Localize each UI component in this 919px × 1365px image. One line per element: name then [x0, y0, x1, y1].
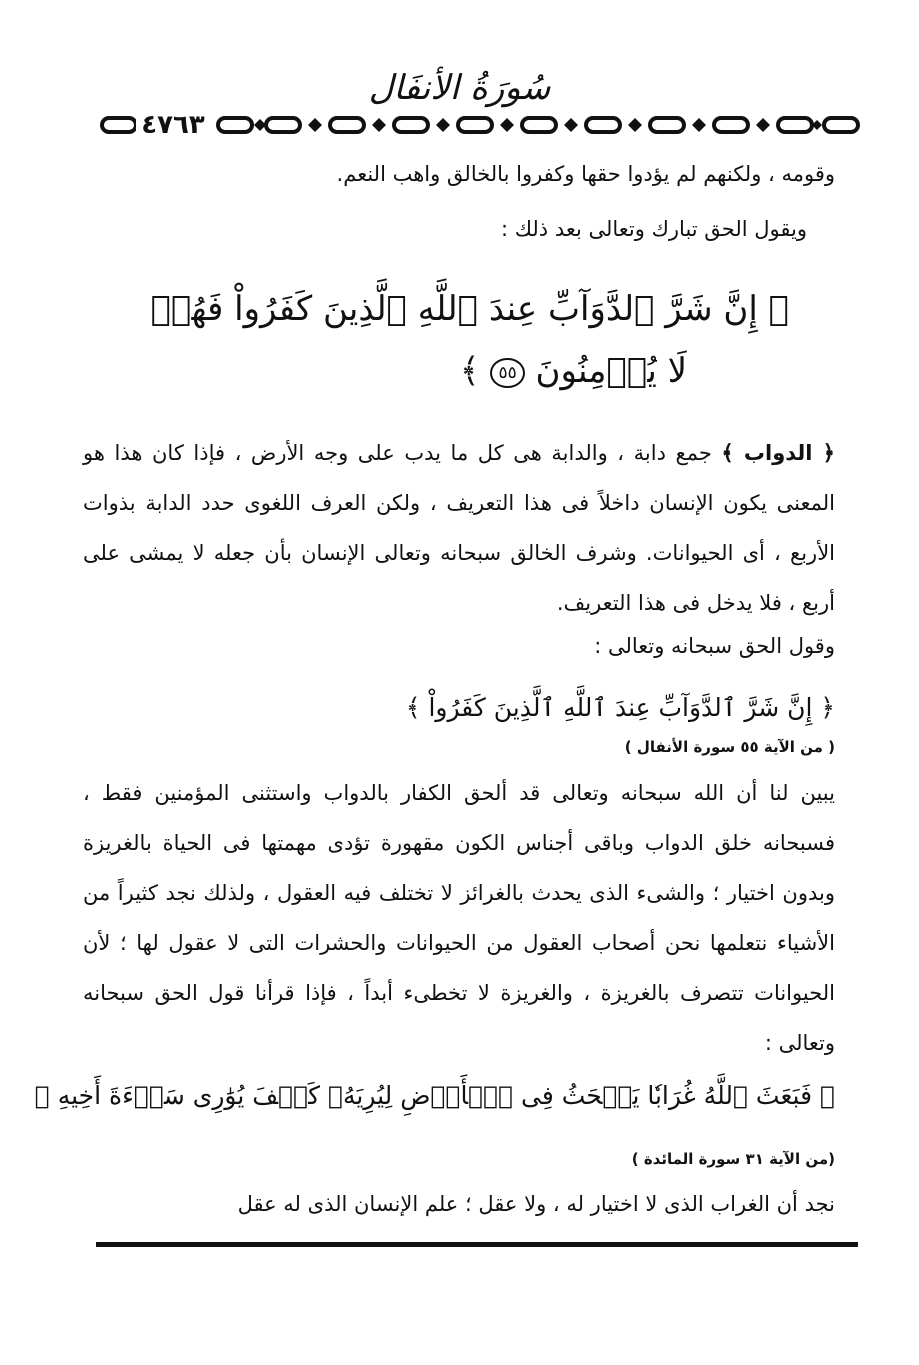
- header-ornament-rule: [98, 112, 862, 138]
- verse-55-line-2-text: لَا يُؤۡمِنُونَ: [535, 351, 687, 391]
- paragraph-instinct: يبين لنا أن الله سبحانه وتعالى قد ألحق الكفار بالدواب واستثنى المؤمنين فقط ، فسبحانه خلق الدواب وباقى أجناس الكون مقهورة تؤدى مهمتها فى الحياة بالغريزة وبدون اختيار ؛ والشىء الذى يحدث بالغرائز لا تختلف فيه العقول ، ولذلك نجد كثيراً من الأشياء نتعلمها نحن أصحاب العقول من الحيوانات والحشرات التى لا عقول لها ؛ لأن الحيوانات تتصرف بالغريزة ، والغريزة لا تخطىء أبداً ، فإذا قرأنا قول الحق سبحانه وتعالى :: [83, 781, 835, 1055]
- ayah-number-badge: ٥٥: [490, 358, 524, 388]
- page-number: ٤٧٦٣: [136, 110, 210, 140]
- bottom-rule: [96, 1242, 858, 1247]
- intro-line-2: وقول الحق سبحانه وتعالى :: [594, 634, 835, 658]
- reference-maidah-31: (من الآية ٣١ سورة المائدة ): [631, 1150, 835, 1168]
- verse-55-line-1: ﴿ إِنَّ شَرَّ ٱلدَّوَآبِّ عِندَ ٱللَّهِ ٱلَّذِينَ كَفَرُواْ فَهُمۡ: [150, 289, 789, 329]
- quote-anfal-55: ﴿ إِنَّ شَرَّ ٱلدَّوَآبِّ عِندَ ٱللَّهِ ٱلَّذِينَ كَفَرُواْ ﴾: [405, 693, 835, 722]
- reference-anfal-55: ( من الآية ٥٥ سورة الأنفال ): [624, 738, 835, 756]
- paragraph-dawab: [83, 428, 835, 628]
- paragraph-dawab-text: جمع دابة ، والدابة هى كل ما يدب على وجه الأرض ، فإذا كان هذا هو المعنى يكون الإنسان داخلاً فى هذا التعريف ، ولكن العرف اللغوى حدد الدابة بذوات الأربع ، أى الحيوانات. وشرف الخالق سبحانه وتعالى الإنسان بأن جعله لا يمشى على أربع ، فلا يدخل فى هذا التعريف.: [83, 441, 835, 615]
- term-dawab: ﴿ الدواب ﴾: [721, 441, 835, 465]
- quote-maidah-31: ﴿ فَبَعَثَ ٱللَّهُ غُرَابٗا يَبۡحَثُ فِى ٱلۡأَرۡضِ لِيُرِيَهُۥ كَيۡفَ يُوَٰرِى سَوۡءَةَ أَخِيهِ ﴾: [34, 1081, 835, 1110]
- verse-55-line-2: [0, 340, 687, 402]
- intro-line-1: ويقول الحق تبارك وتعالى بعد ذلك :: [500, 217, 807, 241]
- verse-55-close-bracket: ﴾: [459, 351, 480, 391]
- surah-title: سُورَةُ الأنفَال: [368, 68, 551, 108]
- text-last-line: نجد أن الغراب الذى لا اختيار له ، ولا عقل ؛ علم الإنسان الذى له عقل: [237, 1192, 835, 1216]
- text-line-1: وقومه ، ولكنهم لم يؤدوا حقها وكفروا بالخالق واهب النعم.: [336, 162, 835, 186]
